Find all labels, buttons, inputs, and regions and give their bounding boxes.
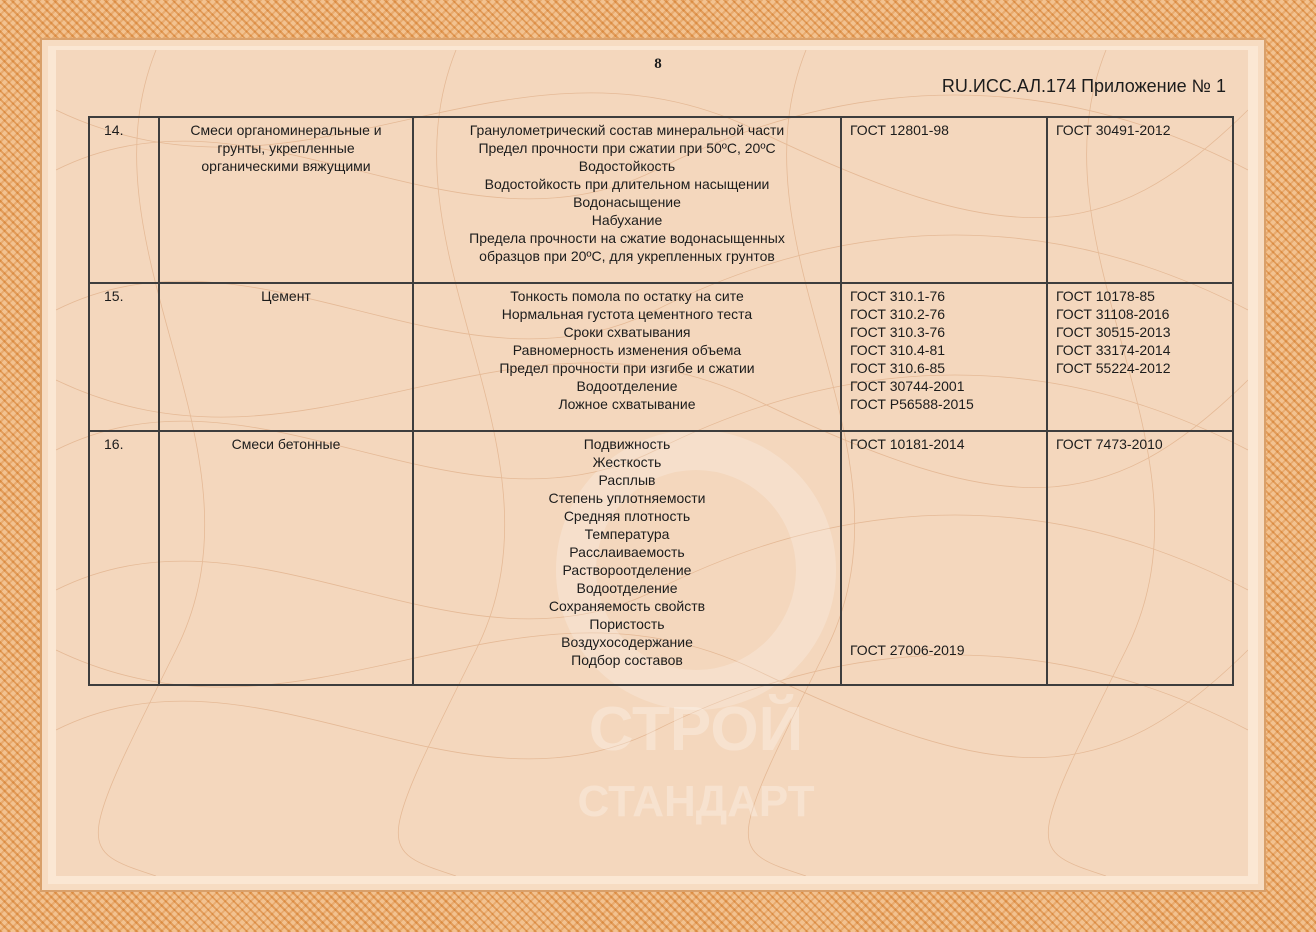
characteristic-item: Предел прочности при сжатии при 50ºС, 20ºС <box>478 140 776 156</box>
characteristic-item: Водоотделение <box>576 580 678 596</box>
table-row <box>89 283 1233 431</box>
characteristic-item: Нормальная густота цементного теста <box>501 306 753 322</box>
document-reference: RU.ИСС.АЛ.174 Приложение № 1 <box>941 76 1226 96</box>
product-name-line: Смеси органоминеральные и <box>190 122 382 138</box>
characteristic-item: Подвижность <box>583 436 671 452</box>
characteristic-item: Расслаиваемость <box>569 544 685 560</box>
product-standards-cell <box>841 117 1047 283</box>
test-standards-cell <box>1047 117 1233 283</box>
page-number: 8 <box>654 56 662 72</box>
characteristics-cell <box>413 431 841 685</box>
standard-code: ГОСТ 310.3-76 <box>850 324 946 340</box>
characteristic-item: Средняя плотность <box>563 508 691 524</box>
characteristic-item: Тонкость помола по остатку на сите <box>510 288 744 304</box>
characteristic-item: Водостойкость при длительном насыщении <box>484 176 770 192</box>
characteristic-item: Равномерность изменения объема <box>512 342 742 358</box>
product-name-line: Смеси бетонные <box>231 436 341 452</box>
standard-code: ГОСТ 310.2-76 <box>850 306 946 322</box>
characteristic-item: Раствороотделение <box>562 562 692 578</box>
characteristics-cell <box>413 283 841 431</box>
standard-code: ГОСТ 7473-2010 <box>1056 436 1163 452</box>
standard-code: ГОСТ 27006-2019 <box>850 642 965 658</box>
watermark-line1: СТРОЙ <box>588 695 804 764</box>
spacer <box>850 453 1038 641</box>
characteristic-item: образцов при 20ºС, для укрепленных грунтов <box>479 248 775 264</box>
characteristic-item: Водостойкость <box>578 158 676 174</box>
standard-code: ГОСТ 310.4-81 <box>850 342 946 358</box>
row-number: 16. <box>89 431 159 685</box>
product-name-line: органическими вяжущими <box>201 158 371 174</box>
characteristic-item: Предел прочности при изгибе и сжатии <box>499 360 755 376</box>
characteristic-item: Температура <box>584 526 670 542</box>
standard-code: ГОСТ Р56588-2015 <box>850 396 974 412</box>
characteristic-item: Расплыв <box>598 472 656 488</box>
product-name-line: грунты, укрепленные <box>217 140 355 156</box>
characteristic-item: Водоотделение <box>576 378 678 394</box>
standard-code: ГОСТ 10178-85 <box>1056 288 1155 304</box>
table-row <box>89 117 1233 283</box>
standard-code: ГОСТ 30744-2001 <box>850 378 965 394</box>
test-standards-cell <box>1047 283 1233 431</box>
standard-code: ГОСТ 310.1-76 <box>850 288 946 304</box>
characteristic-item: Набухание <box>591 212 663 228</box>
product-cell <box>159 117 413 283</box>
characteristic-item: Сроки схватывания <box>563 324 691 340</box>
row-number: 15. <box>89 283 159 431</box>
characteristic-item: Гранулометрический состав минеральной части <box>469 122 785 138</box>
standard-code: ГОСТ 310.6-85 <box>850 360 946 376</box>
standard-code: ГОСТ 30515-2013 <box>1056 324 1171 340</box>
product-cell <box>159 431 413 685</box>
characteristic-item: Пористость <box>589 616 665 632</box>
standard-code: ГОСТ 33174-2014 <box>1056 342 1171 358</box>
standard-code: ГОСТ 30491-2012 <box>1056 122 1171 138</box>
characteristic-item: Сохраняемость свойств <box>548 598 706 614</box>
characteristic-item: Предела прочности на сжатие водонасыщенных <box>469 230 785 246</box>
standard-code: ГОСТ 10181-2014 <box>850 436 965 452</box>
row-number: 14. <box>89 117 159 283</box>
standard-code: ГОСТ 12801-98 <box>850 122 949 138</box>
characteristic-item: Воздухосодержание <box>561 634 693 650</box>
characteristic-item: Подбор составов <box>571 652 683 668</box>
table-row <box>89 431 1233 685</box>
product-standards-cell <box>841 283 1047 431</box>
standard-code: ГОСТ 55224-2012 <box>1056 360 1171 376</box>
characteristic-item: Ложное схватывание <box>558 396 696 412</box>
product-cell <box>159 283 413 431</box>
scope-table <box>88 116 1234 686</box>
characteristic-item: Степень уплотняемости <box>548 490 706 506</box>
test-standards-cell <box>1047 431 1233 685</box>
characteristics-cell <box>413 117 841 283</box>
characteristic-item: Жесткость <box>592 454 662 470</box>
product-standards-cell <box>841 431 1047 685</box>
watermark-line2: СТАНДАРТ <box>577 777 815 826</box>
product-name-line: Цемент <box>261 288 311 304</box>
characteristic-item: Водонасыщение <box>573 194 681 210</box>
standard-code: ГОСТ 31108-2016 <box>1056 306 1170 322</box>
